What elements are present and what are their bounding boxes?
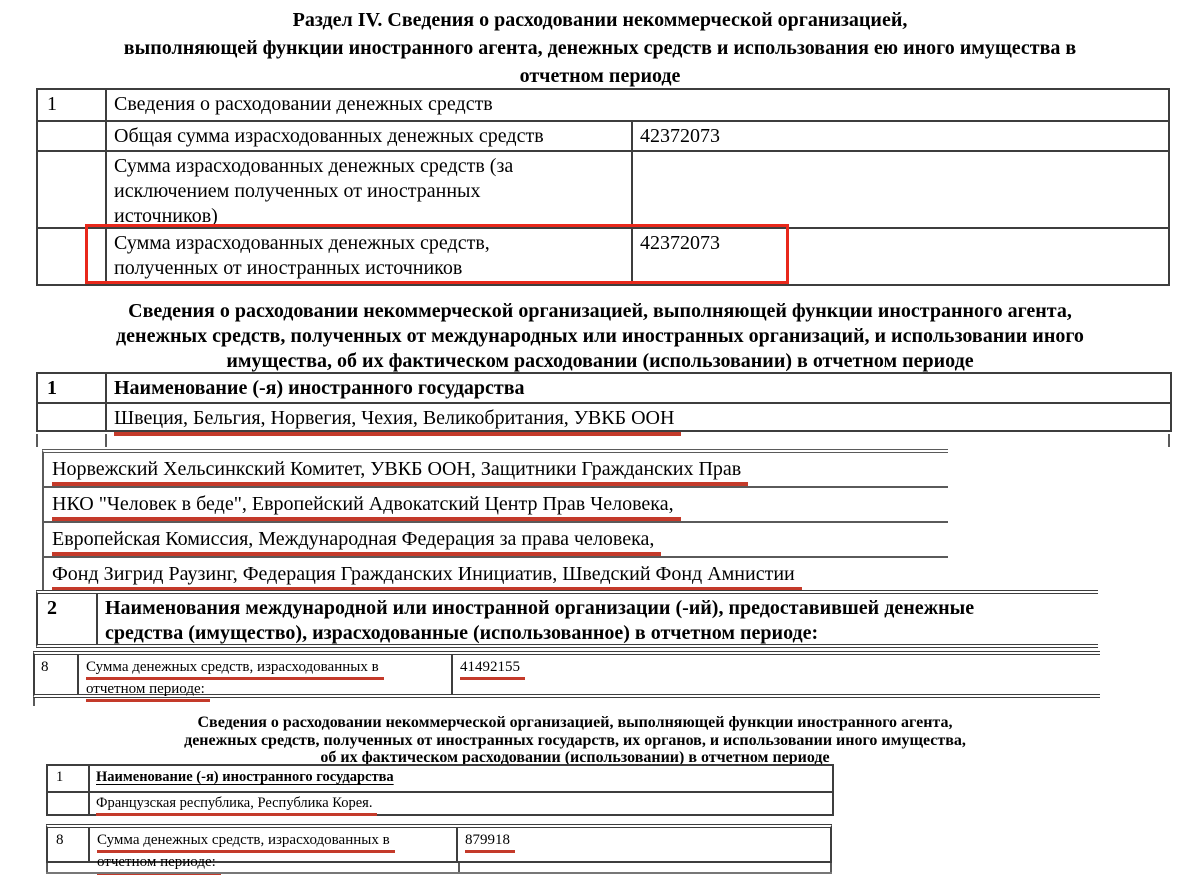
heading-line-1: Сведения о расходовании некоммерческой организацией, выполняющей функции иностранного агента, <box>128 300 1072 322</box>
heading-line-1: Сведения о расходовании некоммерческой организацией, выполняющей функции иностранного агента, <box>197 714 953 731</box>
foreign-state-table <box>36 372 1172 432</box>
sum-label-cell <box>90 828 458 870</box>
title-line-3: отчетном периоде <box>519 65 681 87</box>
row-number-cell: 1 <box>38 90 107 120</box>
row-number-cell: 1 <box>38 374 107 402</box>
table-row <box>38 120 1168 150</box>
countries-cell <box>107 404 1170 430</box>
countries-value: Французская республика, Республика Корея. <box>96 795 377 816</box>
sum-value: 879918 <box>465 831 515 853</box>
org-names: Европейская Комиссия, Международная Федерация за права человека, <box>52 528 661 556</box>
sum-label-text: Сумма денежных средств, израсходованных в <box>97 831 395 853</box>
sum-value-cell <box>453 655 1100 694</box>
row-number-cell: 1 <box>48 766 90 791</box>
table-row <box>38 90 1168 120</box>
border-stub <box>105 434 107 447</box>
row-number-cell: 8 <box>48 828 90 861</box>
countries-value: Швеция, Бельгия, Норвегия, Чехия, Великобритания, УВКБ ООН <box>114 406 681 436</box>
section-title <box>0 6 1200 90</box>
sum-label-cell <box>79 655 453 697</box>
label-cell <box>107 152 633 227</box>
row-number-cell: 8 <box>35 655 79 694</box>
row-number-cell <box>48 793 90 814</box>
heading-line-3: об их фактическом расходовании (использовании) в отчетном периоде <box>320 749 830 766</box>
border-hairline <box>46 872 832 874</box>
border-stub <box>33 698 35 706</box>
heading-line-3: имущества, об их фактическом расходовании (использовании) в отчетном периоде <box>226 350 974 372</box>
label-text: Сумма израсходованных денежных средств (за исключением полученных от иностранных источников) <box>114 155 514 227</box>
intl-section-heading <box>0 299 1200 374</box>
org-header-row <box>36 590 1098 648</box>
row-number-cell <box>38 152 107 227</box>
org-names: Норвежский Хельсинкский Комитет, УВКБ ООН, Защитники Гражданских Прав <box>52 458 748 486</box>
org-header-cell <box>98 594 1098 644</box>
heading-line-2: денежных средств, полученных от международных или иностранных организаций, и использовании иного <box>116 325 1084 347</box>
label-text: Сумма израсходованных денежных средств, полученных от иностранных источников <box>114 232 490 279</box>
sum-label-text: Сумма денежных средств, израсходованных в <box>86 658 384 680</box>
sum-table-intl <box>33 651 1100 698</box>
sum-label-text: отчетном периоде: <box>86 680 210 702</box>
org-names: Фонд Зигрид Раузинг, Федерация Гражданских Инициатив, Шведский Фонд Амнистии <box>52 563 802 591</box>
table-row <box>48 766 832 791</box>
table-row <box>38 402 1170 430</box>
value-cell <box>633 152 1168 227</box>
title-line-2: выполняющей функции иностранного агента, денежных средств и использования ею иного имущества в <box>123 37 1077 59</box>
border-stub <box>1168 434 1170 447</box>
table-row <box>38 150 1168 227</box>
states-country-table <box>46 764 834 816</box>
highlight-box-annotation <box>85 224 789 284</box>
org-names: НКО "Человек в беде", Европейский Адвокатский Центр Прав Человека, <box>52 493 681 521</box>
org-list-item <box>44 488 948 523</box>
table-row <box>48 791 832 814</box>
org-header-line-1: Наименования международной или иностранной организации (-ий), предоставившей денежные <box>105 597 975 619</box>
org-list-item <box>44 523 948 558</box>
table-header-cell: Наименование (-я) иностранного государства <box>114 377 525 399</box>
label-cell: Общая сумма израсходованных денежных средств <box>107 122 633 150</box>
table-header-cell: Наименование (-я) иностранного государства <box>96 769 394 785</box>
value-cell: 42372073 <box>640 125 720 147</box>
heading-line-2: денежных средств, полученных от иностранных государств, их органов, и использовании иного имущества, <box>184 731 966 749</box>
sum-value: 41492155 <box>460 658 525 680</box>
value-cell: 42372073 <box>640 232 720 254</box>
row-number-cell: 2 <box>38 594 98 644</box>
sum-label-text: отчетном периоде: <box>97 853 221 875</box>
states-section-heading <box>0 714 1150 767</box>
sum-label-line <box>86 680 451 702</box>
org-header-line-2: средства (имущество), израсходованные (использованное) в отчетном периоде: <box>105 622 819 644</box>
sum-table-states <box>46 824 832 870</box>
organizations-list <box>42 449 948 591</box>
title-line-1: Раздел IV. Сведения о расходовании некоммерческой организацией, <box>292 9 908 31</box>
table-header-cell: Сведения о расходовании денежных средств <box>114 93 493 115</box>
org-list-item <box>44 453 948 488</box>
border-stub <box>36 434 38 447</box>
countries-cell <box>90 793 832 814</box>
row-number-cell <box>38 404 107 430</box>
sum-label-line <box>97 831 456 853</box>
sum-label-line <box>86 658 451 680</box>
org-list-item <box>44 558 948 591</box>
table-row <box>38 374 1170 402</box>
sum-value-cell <box>458 828 830 861</box>
row-number-cell <box>38 122 107 150</box>
